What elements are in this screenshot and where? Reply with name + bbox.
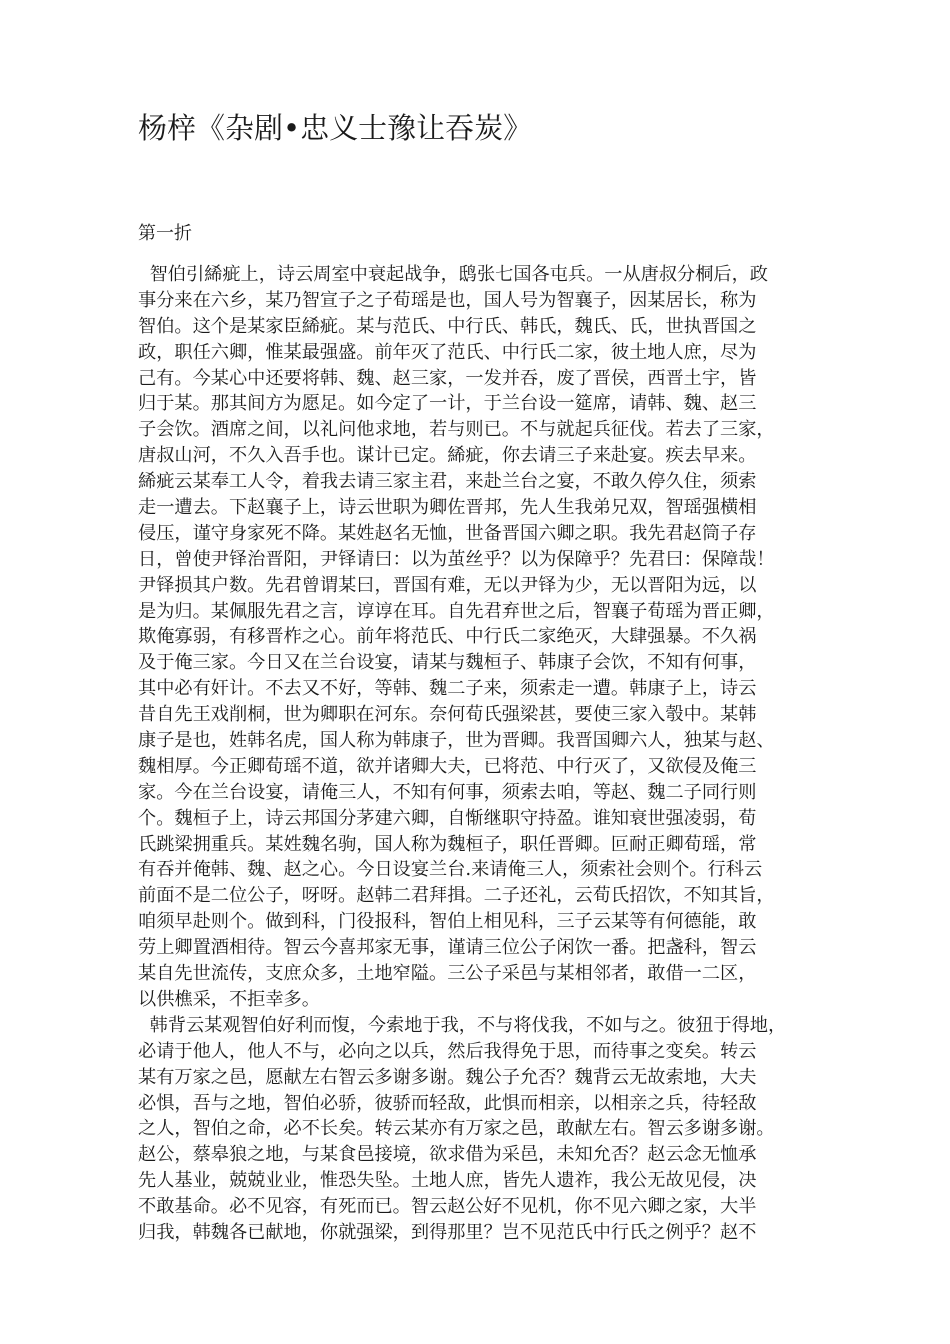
text-line: 侵压，谨守身家死不降。某姓赵名无恤，世备晋国六卿之职。我先君赵筒子存 [138, 522, 757, 544]
text-line: 必惧，吾与之地，智伯必骄，彼骄而轻敌，此惧而相亲，以相亲之兵，待轻敌 [138, 1092, 757, 1114]
text-line: 归于某。那其间方为愿足。如今定了一计，于兰台设一筵席，请韩、魏、赵三 [138, 393, 757, 415]
text-line: 氏跳梁拥重兵。某姓魏名驹，国人称为魏桓子，职任晋卿。叵耐正卿荀瑶，常 [138, 833, 757, 855]
text-line: 己有。今某心中还要将韩、魏、赵三家，一发并吞，废了晋侯，西晋土宇，皆 [138, 367, 757, 389]
text-line: 及于俺三家。今日又在兰台设宴，请某与魏桓子、韩康子会饮，不知有何事， [138, 652, 757, 674]
text-line: 赵公，蔡皋狼之地，与某食邑接境，欲求借为采邑，未知允否？赵云念无恤承 [138, 1144, 757, 1166]
text-line: 尹铎损其户数。先君曾谓某曰，晋国有难，无以尹铎为少，无以晋阳为远，以 [138, 574, 757, 596]
section-heading: 第一折 [138, 223, 192, 244]
text-line: 必请于他人，他人不与，必向之以兵，然后我得免于思，而待事之变矣。转云 [138, 1040, 757, 1062]
text-line: 前面不是二位公子，呀呀。赵韩二君拜揖。二子还礼，云荀氏招饮，不知其旨， [138, 885, 775, 907]
text-line: 劳上卿置酒相待。智云今喜邦家无事，谨请三位公子闲饮一番。把盏科，智云 [138, 937, 757, 959]
text-line: 智伯引絺疵上，诗云周室中衰起战争，鸱张七国各屯兵。一从唐叔分桐后，政 [138, 264, 768, 285]
text-line: 絺疵云某奉工人令，着我去请三家主君，来赴兰台之宴，不敢久停久住，须索 [138, 471, 757, 493]
text-line: 某自先世流传，支庶众多，土地窄隘。三公子采邑与某相邻者，敢借一二区， [138, 963, 757, 985]
text-line: 走一遭去。下赵襄子上，诗云世职为卿佐晋邦，先人生我弟兄双，智瑶强横相 [138, 497, 757, 519]
body-text [138, 262, 818, 1246]
text-line: 某有万家之邑，愿献左右智云多谢多谢。魏公子允否？魏背云无故索地，大夫 [138, 1066, 757, 1088]
text-line: 子会饮。酒席之间，以礼问他求地，若与则已。不与就起兵征伐。若去了三家， [138, 419, 775, 441]
text-line: 归我，韩魏各已献地，你就强梁，到得那里？岂不见范氏中行氏之例乎？赵不 [138, 1221, 757, 1243]
text-line: 以供樵采，不拒幸多。 [138, 988, 320, 1010]
text-line: 韩背云某观智伯好利而愎，今索地于我，不与将伐我，不如与之。彼狃于得地， [138, 1014, 787, 1036]
text-line: 有吞并俺韩、魏、赵之心。今日设宴兰台.来请俺三人，须索社会则个。行科云 [138, 859, 763, 881]
text-line: 之人，智伯之命，必不长矣。转云某亦有万家之邑，敢献左右。智云多谢多谢。 [138, 1118, 775, 1140]
text-line: 其中必有奸计。不去又不好，等韩、魏二子来，须索走一遭。韩康子上，诗云 [138, 678, 757, 700]
text-line: 唐叔山河，不久入吾手也。谋计已定。絺疵，你去请三子来赴宴。疾去早来。 [138, 445, 757, 467]
text-line: 魏相厚。今正卿荀瑶不道，欲并诸卿大夫，已将范、中行灭了，又欲侵及俺三 [138, 755, 757, 777]
text-line: 康子是也，姓韩名虎，国人称为韩康子，世为晋卿。我晋国卿六人，独某与赵、 [138, 730, 775, 752]
document-title: 杨梓《杂剧•忠义士豫让吞炭》 [138, 111, 533, 145]
text-line: 不敢基命。必不见容，有死而已。智云赵公好不见机，你不见六卿之家，大半 [138, 1196, 757, 1218]
text-line: 日，曾使尹铎治晋阳，尹铎请曰：以为茧丝乎？以为保障乎？先君曰：保障哉！ [138, 548, 775, 570]
text-line: 政，职任六卿，惟某最强盛。前年灭了范氏、中行氏二家，彼土地人庶，尽为 [138, 341, 757, 363]
text-line: 事分来在六乡，某乃智宣子之子荀瑶是也，国人号为智襄子，因某居长，称为 [138, 289, 757, 311]
text-line: 家。今在兰台设宴，请俺三人，不知有何事，须索去咱，等赵、魏二子同行则 [138, 781, 757, 803]
text-line: 先人基业，兢兢业业，惟恐失坠。土地人庶，皆先人遗祚，我公无故见侵，决 [138, 1170, 757, 1192]
text-line: 昔自先王戏削桐，世为卿职在河东。奈何荀氏强梁甚，要使三家入彀中。某韩 [138, 704, 757, 726]
text-line: 欺俺寡弱，有移晋柞之心。前年将范氏、中行氏二家绝灭，大肆强暴。不久祸 [138, 626, 757, 648]
text-line: 智伯。这个是某家臣絺疵。某与范氏、中行氏、韩氏，魏氏、氏，世执晋国之 [138, 315, 757, 337]
text-line: 咱须早赴则个。做到科，门役报科，智伯上相见科，三子云某等有何德能，敢 [138, 911, 757, 933]
text-line: 个。魏桓子上，诗云邦国分茅建六卿，自惭继职守持盈。谁知衰世强凌弱，荀 [138, 807, 757, 829]
text-line: 是为归。某佩服先君之言，谆谆在耳。自先君弃世之后，智襄子荀瑶为晋正卿， [138, 600, 775, 622]
